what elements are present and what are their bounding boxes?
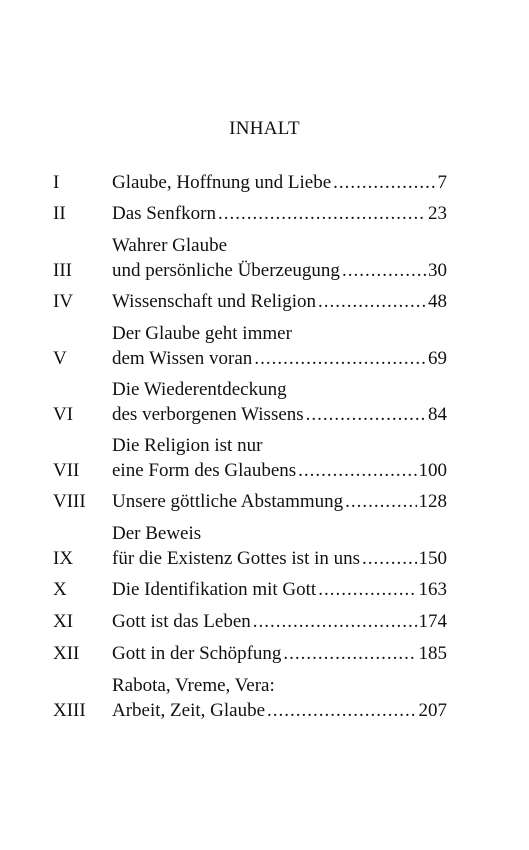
page-number: 174 <box>418 611 447 632</box>
toc-row <box>53 346 447 371</box>
chapter-number: X <box>53 579 67 600</box>
toc-row <box>53 170 447 195</box>
toc-entry <box>53 289 447 314</box>
chapter-title-line-1: Der Glaube geht immer <box>112 323 292 344</box>
chapter-number: III <box>53 260 72 281</box>
chapter-title: Unsere göttliche Abstammung <box>112 491 344 512</box>
toc-row <box>53 489 447 514</box>
page-number: 69 <box>428 348 447 369</box>
toc-row <box>53 641 447 666</box>
chapter-number: II <box>53 203 66 224</box>
dot-leader <box>298 458 416 483</box>
page-number: 150 <box>418 548 447 569</box>
toc-entry <box>53 170 447 195</box>
toc-entry <box>53 377 447 427</box>
chapter-title: des verborgenen Wissens <box>112 404 304 425</box>
toc-entry <box>53 233 447 283</box>
dot-leader <box>318 577 416 602</box>
dot-leader <box>362 546 416 571</box>
page-number: 128 <box>418 491 447 512</box>
chapter-title-line-1: Wahrer Glaube <box>112 235 228 256</box>
toc-row <box>53 546 447 571</box>
chapter-title-line-1: Die Religion ist nur <box>112 435 263 456</box>
dot-leader <box>267 698 416 723</box>
toc-entry <box>53 641 447 666</box>
chapter-title: Wissenschaft und Religion <box>112 291 316 312</box>
page-number: 7 <box>437 172 447 193</box>
dot-leader <box>345 489 416 514</box>
chapter-number: V <box>53 348 67 369</box>
toc-entry <box>53 201 447 226</box>
toc-row <box>53 289 447 314</box>
chapter-title-line-1: Rabota, Vreme, Vera: <box>112 675 275 696</box>
chapter-title: Die Identifikation mit Gott <box>112 579 317 600</box>
toc-entry <box>53 577 447 602</box>
toc-entry <box>53 521 447 571</box>
dot-leader <box>283 641 416 666</box>
toc-entry <box>53 609 447 634</box>
dot-leader <box>342 258 426 283</box>
chapter-title: Arbeit, Zeit, Glaube <box>112 700 266 721</box>
chapter-title: und persönliche Überzeugung <box>112 260 340 281</box>
toc-row <box>53 402 447 427</box>
toc-row <box>53 609 447 634</box>
page-number: 48 <box>428 291 447 312</box>
page-number: 30 <box>428 260 447 281</box>
chapter-number: VI <box>53 404 74 425</box>
dot-leader <box>218 201 426 226</box>
page-number: 207 <box>418 700 447 721</box>
chapter-number: IX <box>53 548 74 569</box>
chapter-number: I <box>53 172 60 193</box>
page-number: 185 <box>418 643 447 664</box>
toc-entry <box>53 321 447 371</box>
chapter-number: XI <box>53 611 74 632</box>
toc-row <box>53 201 447 226</box>
toc-row <box>53 698 447 723</box>
dot-leader <box>306 402 426 427</box>
page-number: 100 <box>418 460 447 481</box>
table-of-contents <box>53 170 447 729</box>
chapter-title: Gott in der Schöpfung <box>112 643 282 664</box>
chapter-title: dem Wissen voran <box>112 348 253 369</box>
chapter-title-line-1: Die Wiederentdeckung <box>112 379 287 400</box>
page-number: 163 <box>418 579 447 600</box>
chapter-number: XII <box>53 643 80 664</box>
toc-row <box>53 258 447 283</box>
chapter-title: eine Form des Glaubens <box>112 460 297 481</box>
toc-entry <box>53 673 447 723</box>
page-title: INHALT <box>229 118 300 139</box>
chapter-title: Das Senfkorn <box>112 203 216 224</box>
chapter-number: VIII <box>53 491 86 512</box>
chapter-number: IV <box>53 291 74 312</box>
toc-row <box>53 577 447 602</box>
chapter-number: VII <box>53 460 80 481</box>
dot-leader <box>254 346 426 371</box>
chapter-title: Gott ist das Leben <box>112 611 251 632</box>
chapter-number: XIII <box>53 700 86 721</box>
chapter-title-line-1: Der Beweis <box>112 523 202 544</box>
dot-leader <box>253 609 417 634</box>
toc-entry <box>53 489 447 514</box>
dot-leader <box>333 170 435 195</box>
chapter-title: für die Existenz Gottes ist in uns <box>112 548 361 569</box>
toc-row <box>53 458 447 483</box>
chapter-title: Glaube, Hoffnung und Liebe <box>112 172 332 193</box>
page-number: 23 <box>428 203 447 224</box>
toc-entry <box>53 433 447 483</box>
page-number: 84 <box>428 404 447 425</box>
dot-leader <box>318 289 426 314</box>
